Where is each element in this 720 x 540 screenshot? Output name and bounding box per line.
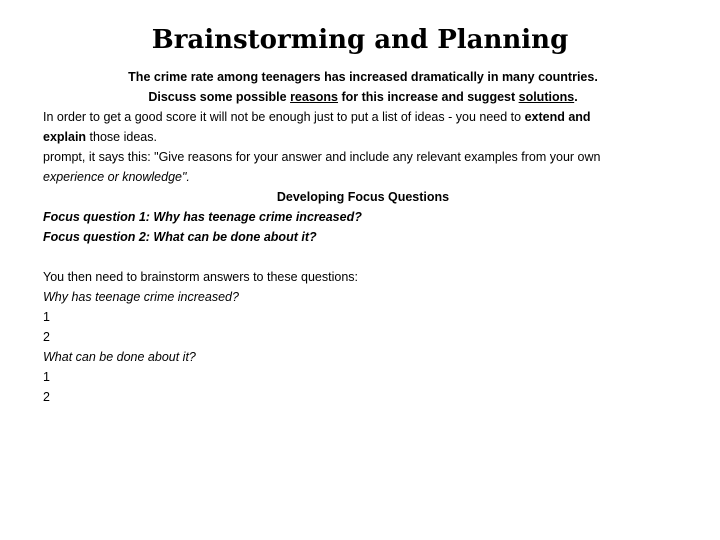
brainstorm-intro: You then need to brainstorm answers to these questions: <box>43 270 359 284</box>
spacer <box>43 247 683 267</box>
advice-line-1 <box>43 107 683 127</box>
slide-title: Brainstorming and Planning <box>151 25 569 55</box>
advice-line-2-text: those ideas. <box>86 130 157 144</box>
solutions-underlined: solutions <box>518 90 575 104</box>
reasons-underlined: reasons <box>290 90 339 104</box>
brainstorm-question-2: What can be done about it? <box>43 350 196 364</box>
slide-body <box>43 67 683 407</box>
advice-line-2 <box>43 127 683 147</box>
task-line-2-end: . <box>574 90 578 104</box>
prompt-line-2: experience or knowledge". <box>43 170 190 184</box>
task-line-2-middle: for this increase and suggest <box>338 90 519 104</box>
extend-and-bold: extend and <box>524 110 591 124</box>
task-line-2 <box>43 87 683 107</box>
list-item: 1 <box>43 370 50 384</box>
focus-question-1: Focus question 1: Why has teenage crime increased? <box>43 210 362 224</box>
list-item: 2 <box>43 390 50 404</box>
task-line-2-start: Discuss some possible <box>148 90 291 104</box>
list-item: 1 <box>43 310 50 324</box>
brainstorm-question-1: Why has teenage crime increased? <box>43 290 239 304</box>
explain-bold: explain <box>43 130 87 144</box>
advice-line-1-text: In order to get a good score it will not be enough just to put a list of ideas - you need to <box>43 110 525 124</box>
task-line-1: The crime rate among teenagers has increased dramatically in many countries. <box>128 70 598 84</box>
prompt-line-1: prompt, it says this: "Give reasons for your answer and include any relevant examples from your own <box>43 150 601 164</box>
focus-heading: Developing Focus Questions <box>276 190 450 204</box>
focus-question-2: Focus question 2: What can be done about it? <box>43 230 317 244</box>
list-item: 2 <box>43 330 50 344</box>
